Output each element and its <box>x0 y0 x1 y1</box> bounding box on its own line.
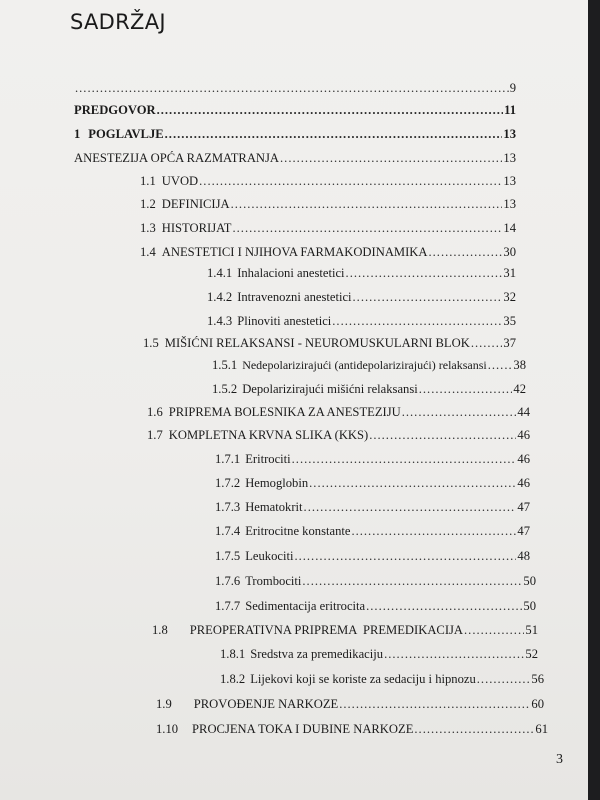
toc-entry-1-7-7 <box>215 599 536 613</box>
toc-title: ANESTEZIJA OPĆA RAZMATRANJA <box>74 151 280 165</box>
toc-entry-1-2 <box>140 197 516 211</box>
toc-entry-1-8-1 <box>220 647 538 661</box>
dot-leader <box>231 197 503 211</box>
toc-page-number: 35 <box>503 314 516 328</box>
toc-number: 1.7.7 <box>215 599 241 613</box>
dot-leader <box>488 358 513 372</box>
toc-title: Nedepolarizirajući (antidepolarizirajući) relaksansi <box>242 358 487 372</box>
toc-entry-1-8-2 <box>220 672 544 686</box>
toc-page-number: 44 <box>517 405 530 419</box>
toc-number: 1.8.1 <box>220 647 246 661</box>
toc-title: Sedimentacija eritrocita <box>245 599 366 613</box>
dot-leader <box>366 599 522 613</box>
toc-number: 1.4 <box>140 245 156 259</box>
toc-page-number: 47 <box>517 524 530 538</box>
toc-number: 1.4.1 <box>207 266 233 280</box>
toc-title: Intravenozni anestetici <box>237 290 352 304</box>
toc-entry-1-5-2 <box>212 382 526 396</box>
toc-title: ANESTETICI I NJIHOVA FARMAKODINAMIKA <box>161 245 428 259</box>
toc-page-number: 13 <box>503 174 516 188</box>
toc-title: KOMPLETNA KRVNA SLIKA (KKS) <box>168 428 369 442</box>
toc-title: Lijekovi koji se koriste za sedaciju i hipnozu <box>250 672 476 686</box>
toc-page-number: 37 <box>503 336 516 350</box>
toc-number: 1.1 <box>140 174 156 188</box>
page-title: SADRŽAJ <box>70 10 166 34</box>
dot-leader <box>471 336 503 350</box>
toc-page-number: 51 <box>525 623 538 637</box>
toc-entry-1-7 <box>147 428 530 442</box>
dot-leader <box>429 245 503 259</box>
dot-leader <box>157 103 503 117</box>
dot-leader <box>280 151 502 165</box>
toc-number: 1.8 <box>152 623 168 637</box>
toc-page-number: 11 <box>504 103 516 117</box>
toc-title: Sredstva za premedikaciju <box>250 647 384 661</box>
toc-title: HISTORIJAT <box>161 221 232 235</box>
toc-page-number: 60 <box>531 697 544 711</box>
toc-entry-1-7-6 <box>215 574 536 588</box>
toc-entry-1-7-3 <box>215 500 530 514</box>
dot-leader <box>353 290 503 304</box>
toc-entry-1-5 <box>143 336 516 350</box>
toc-title: POGLAVLJE <box>88 127 164 141</box>
toc-number: 1.5 <box>143 336 159 350</box>
dot-leader <box>477 672 531 686</box>
toc-title: Plinoviti anestetici <box>237 314 332 328</box>
toc-number: 1.7.6 <box>215 574 241 588</box>
toc-title: PROVOĐENJE NARKOZE <box>193 697 339 711</box>
toc-page-number: 30 <box>503 245 516 259</box>
toc-title: MIŠIĆNI RELAKSANSI - NEUROMUSKULARNI BLOK <box>164 336 470 350</box>
toc-page-number: 48 <box>517 549 530 563</box>
toc-page-number: 46 <box>517 428 530 442</box>
dot-leader <box>332 314 502 328</box>
toc-number: 1 <box>74 127 81 141</box>
toc-title: Eritrocitne konstante <box>245 524 351 538</box>
toc-number: 1.7.2 <box>215 476 241 490</box>
toc-number: 1.5.1 <box>212 358 238 372</box>
toc-page-number: 13 <box>503 197 516 211</box>
toc-page-number: 9 <box>509 81 516 95</box>
toc-number: 1.7.3 <box>215 500 241 514</box>
toc-title: PREDGOVOR <box>74 103 156 117</box>
toc-entry-1-6 <box>147 405 530 419</box>
toc-title: Eritrociti <box>245 452 291 466</box>
toc-page-number: 46 <box>517 476 530 490</box>
toc-entry-1-7-4 <box>215 524 530 538</box>
toc-number: 1.9 <box>156 697 172 711</box>
toc-title: PROCJENA TOKA I DUBINE NARKOZE <box>192 722 414 736</box>
toc-entry-1-4-3 <box>207 314 516 328</box>
toc-page-number: 31 <box>503 266 516 280</box>
toc-title: Depolarizirajući mišićni relaksansi <box>242 382 418 396</box>
toc-number: 1.2 <box>140 197 156 211</box>
toc-number: 1.7.5 <box>215 549 241 563</box>
toc-page-number: 13 <box>503 127 516 141</box>
toc-number: 1.8.2 <box>220 672 246 686</box>
toc-page-number: 46 <box>517 452 530 466</box>
toc-number: 1.7.4 <box>215 524 241 538</box>
toc-page-number: 50 <box>523 599 536 613</box>
toc-entry-1-7-5 <box>215 549 530 563</box>
toc-title: PRIPREMA BOLESNIKA ZA ANESTEZIJU <box>168 405 401 419</box>
toc-page-number: 47 <box>517 500 530 514</box>
dot-leader <box>339 697 530 711</box>
dot-leader <box>402 405 517 419</box>
toc-number: 1.3 <box>140 221 156 235</box>
toc-title: UVOD <box>161 174 199 188</box>
toc-page-number: 50 <box>523 574 536 588</box>
dot-leader <box>346 266 503 280</box>
toc-title: Leukociti <box>245 549 294 563</box>
toc-entry-1-4 <box>140 245 516 259</box>
dot-leader <box>304 500 517 514</box>
dot-leader <box>351 524 516 538</box>
dot-leader <box>199 174 502 188</box>
toc-entry-1-9 <box>156 697 544 711</box>
toc-title: Hemoglobin <box>245 476 309 490</box>
toc-number: 1.5.2 <box>212 382 238 396</box>
toc-number: 1.4.3 <box>207 314 233 328</box>
toc-page-number: 56 <box>531 672 544 686</box>
toc-page-number: 52 <box>525 647 538 661</box>
toc-number: 1.4.2 <box>207 290 233 304</box>
toc-entry-predgovor <box>74 103 516 117</box>
dot-leader <box>302 574 522 588</box>
toc-entry-1-10 <box>156 722 548 736</box>
toc-title: PREOPERATIVNA PRIPREMA PREMEDIKACIJA <box>189 623 464 637</box>
toc-number: 1.7 <box>147 428 163 442</box>
toc-number: 1.7.1 <box>215 452 241 466</box>
toc-page-number: 61 <box>535 722 548 736</box>
toc-entry-1-1 <box>140 174 516 188</box>
dot-leader <box>292 452 517 466</box>
toc-entry-1-5-1 <box>212 358 526 372</box>
dot-leader <box>384 647 524 661</box>
toc-title: Inhalacioni anestetici <box>237 266 345 280</box>
page-number: 3 <box>556 752 563 767</box>
dot-leader <box>369 428 516 442</box>
toc-entry-1-8 <box>152 623 538 637</box>
toc-page-number: 13 <box>503 151 516 165</box>
toc-title: Hematokrit <box>245 500 303 514</box>
toc-entry-general <box>74 151 516 165</box>
toc-entry-1-7-1 <box>215 452 530 466</box>
toc-page-number: 42 <box>513 382 526 396</box>
toc-entry-1-4-2 <box>207 290 516 304</box>
toc-number: 1.10 <box>156 722 179 736</box>
toc-title: Trombociti <box>245 574 302 588</box>
dot-leader <box>165 127 503 141</box>
dot-leader <box>419 382 513 396</box>
toc-entry-unlabeled <box>74 81 516 95</box>
dot-leader <box>309 476 516 490</box>
toc-title: DEFINICIJA <box>161 197 230 211</box>
toc-page-number: 14 <box>503 221 516 235</box>
dot-leader <box>464 623 524 637</box>
dot-leader <box>233 221 503 235</box>
toc-page-number: 38 <box>513 358 526 372</box>
dot-leader <box>294 549 516 563</box>
toc-entry-chapter-1 <box>74 127 516 141</box>
toc-entry-1-4-1 <box>207 266 516 280</box>
dot-leader <box>75 81 509 95</box>
toc-entry-1-3 <box>140 221 516 235</box>
dot-leader <box>414 722 534 736</box>
toc-number: 1.6 <box>147 405 163 419</box>
toc-entry-1-7-2 <box>215 476 530 490</box>
toc-page-number: 32 <box>503 290 516 304</box>
